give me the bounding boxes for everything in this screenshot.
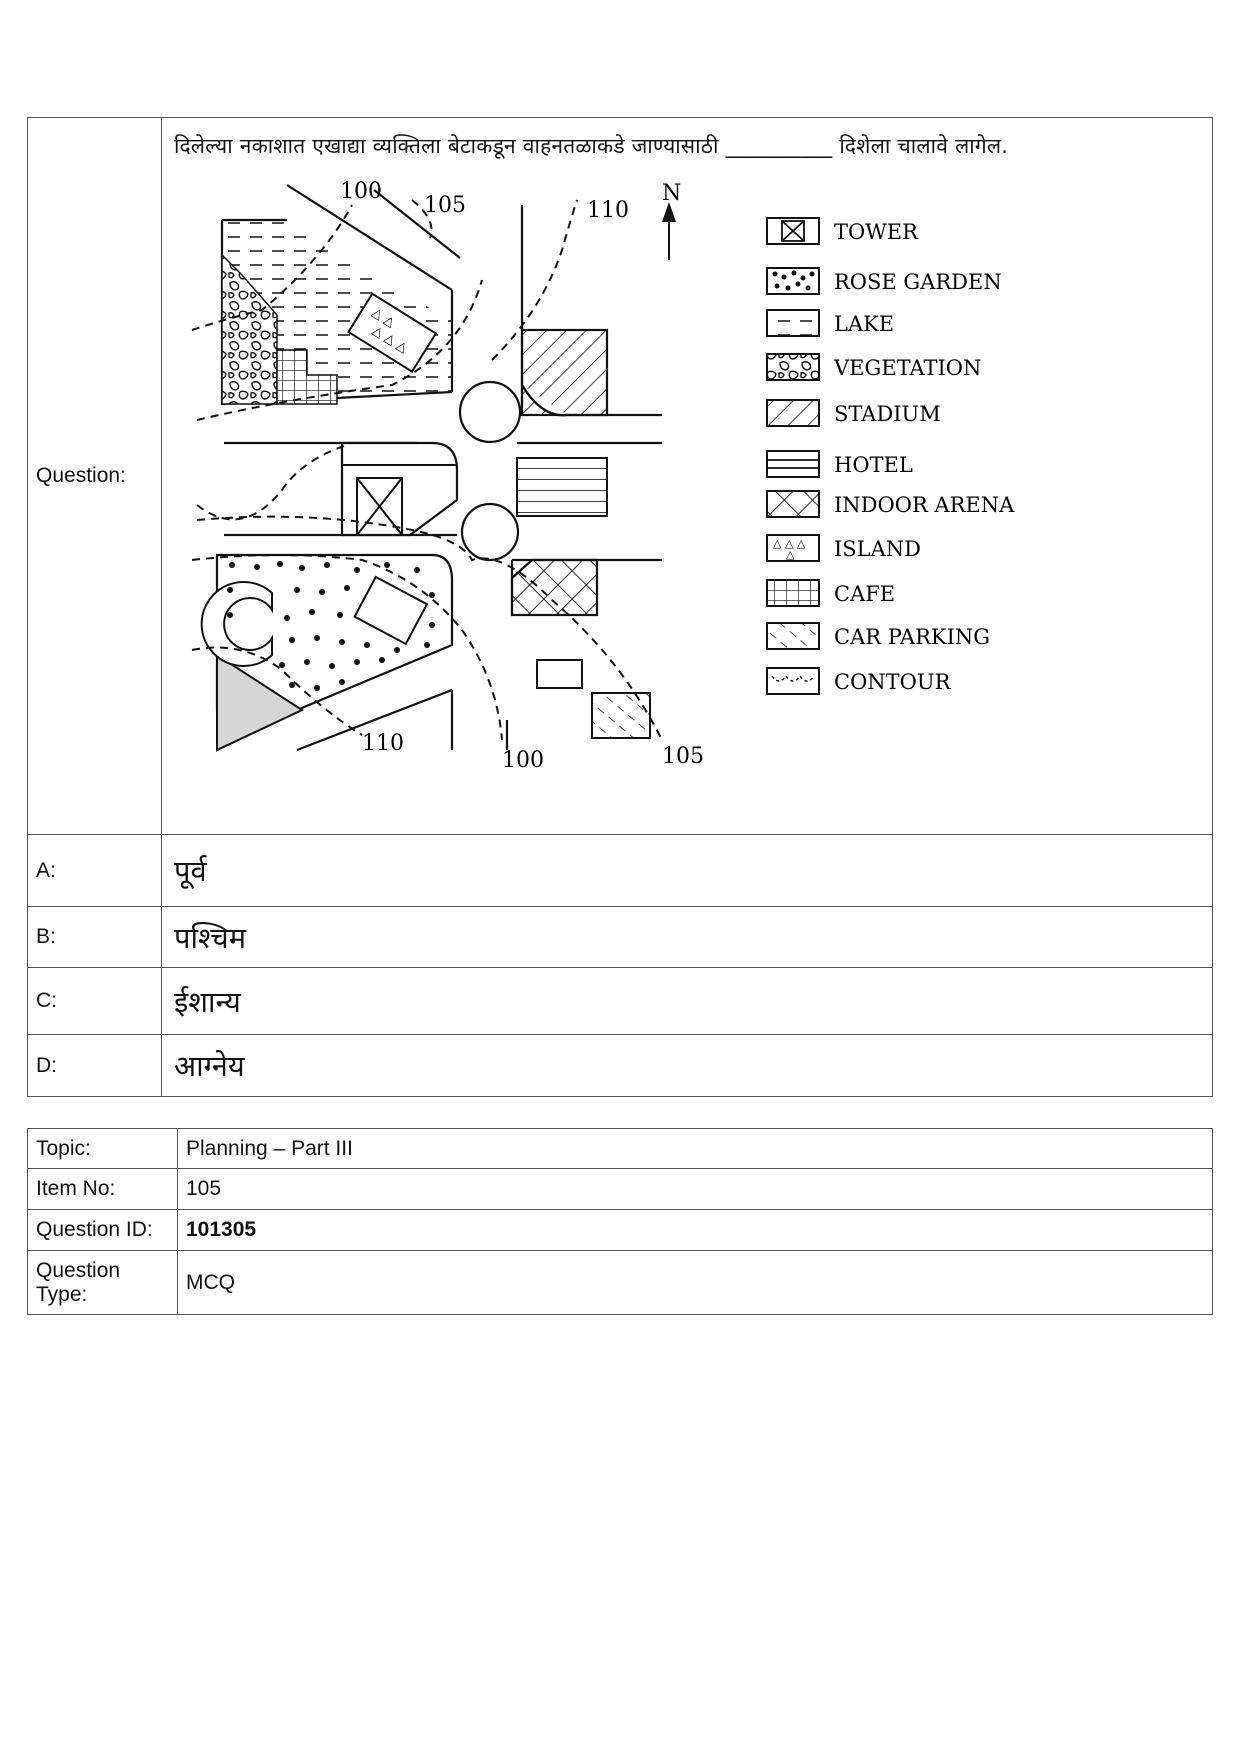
legend-vegetation-icon (767, 354, 819, 380)
legend-car-parking-icon (767, 623, 819, 649)
legend-label: VEGETATION (834, 356, 982, 380)
contour-label: 100 (502, 748, 544, 773)
question-text: दिलेल्या नकाशात एखाद्या व्यक्तिला बेटाकडून वाहनतळाकडे जाण्यासाठी __________ दिशेला चालावे लागेल. (174, 134, 1009, 158)
tower-block (342, 443, 457, 535)
option-b-label: B: (28, 907, 162, 968)
contour-label: 100 (340, 179, 382, 204)
option-b-text[interactable]: पश्चिम (162, 907, 1213, 968)
topic-value: Planning – Part III (178, 1129, 1213, 1169)
question-table (27, 117, 1213, 1097)
legend-contour-icon (767, 668, 819, 694)
topic-label: Topic: (28, 1129, 178, 1169)
hotel-block (517, 458, 607, 516)
map-legend (767, 218, 1015, 694)
legend-hotel-icon (767, 451, 819, 477)
legend-label: LAKE (834, 312, 895, 336)
north-arrow-icon (662, 202, 676, 260)
contour-label: 105 (424, 193, 466, 218)
legend-cafe-icon (767, 580, 819, 606)
legend-tower-icon (767, 218, 819, 244)
legend-label: CONTOUR (834, 670, 951, 694)
legend-stadium-icon (767, 400, 819, 426)
legend-rose-garden-icon (767, 268, 819, 294)
rose-garden-area (202, 555, 452, 750)
svg-text:△ △ △: △ △ △ (773, 537, 806, 550)
option-c-text[interactable]: ईशान्य (162, 968, 1213, 1035)
legend-label: TOWER (834, 220, 918, 244)
svg-text:△ △ △: △ △ △ (369, 322, 411, 356)
question-id-label: Question ID: (28, 1210, 178, 1251)
contour-label: 105 (662, 744, 704, 769)
roundabout-south (462, 504, 518, 560)
car-parking-block (592, 693, 650, 738)
legend-island-icon (767, 535, 819, 561)
legend-label: CAR PARKING (834, 625, 991, 649)
option-d-label: D: (28, 1035, 162, 1097)
legend-label: ISLAND (834, 537, 922, 561)
legend-label: ROSE GARDEN (834, 270, 1002, 294)
roundabout-north (460, 382, 520, 442)
legend-indoor-arena-icon (767, 491, 819, 517)
legend-label: HOTEL (834, 453, 913, 477)
legend-label: INDOOR ARENA (834, 493, 1015, 517)
question-label: Question: (28, 118, 162, 835)
question-type-label: Question Type: (28, 1251, 178, 1315)
item-no-value: 105 (178, 1169, 1213, 1210)
question-type-value: MCQ (178, 1251, 1213, 1315)
item-no-label: Item No: (28, 1169, 178, 1210)
meta-table (27, 1128, 1213, 1315)
svg-text:△ △: △ △ (369, 304, 398, 331)
option-d-text[interactable]: आग्नेय (162, 1035, 1213, 1097)
question-id-value: 101305 (178, 1210, 1213, 1251)
legend-label: CAFE (834, 582, 896, 606)
legend-label: STADIUM (834, 402, 941, 426)
contour-label: 110 (362, 731, 404, 756)
small-building (537, 660, 582, 688)
north-label: N (662, 181, 682, 206)
map-figure (162, 160, 1212, 820)
option-c-label: C: (28, 968, 162, 1035)
indoor-arena-block (512, 560, 597, 615)
option-a-label: A: (28, 835, 162, 907)
legend-lake-icon (767, 310, 819, 336)
svg-text:△: △ (786, 548, 795, 561)
option-a-text[interactable]: पूर्व (162, 835, 1213, 907)
contour-label: 110 (587, 198, 629, 223)
